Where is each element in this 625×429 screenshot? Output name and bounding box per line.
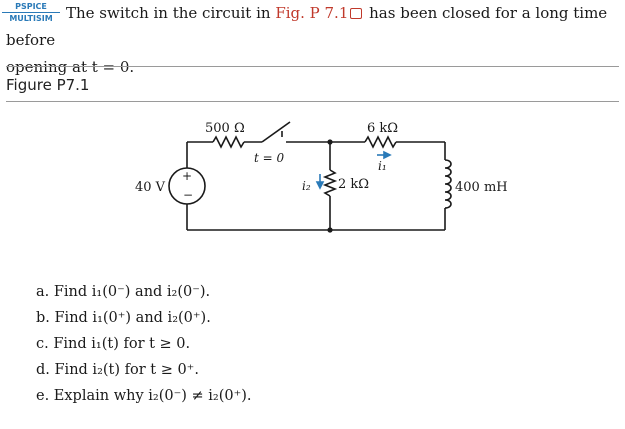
- i1-arrow: [384, 152, 390, 158]
- resistor-6k-symbol: [365, 137, 396, 147]
- question-b: b. Find i₁(0⁺) and i₂(0⁺).: [36, 310, 211, 326]
- figure-reference-link[interactable]: Fig. P 7.1: [275, 4, 349, 22]
- inductor-symbol: [445, 160, 451, 208]
- resistor-500-label: 500 Ω: [205, 121, 245, 136]
- problem-text-line2: opening at t = 0.: [6, 58, 135, 76]
- resistor-2k-label: 2 kΩ: [338, 177, 370, 192]
- problem-text-start: The switch in the circuit in: [66, 4, 276, 22]
- source-label: 40 V: [135, 180, 166, 195]
- switch-label: t = 0: [254, 151, 285, 165]
- node-top: [327, 139, 332, 144]
- problem-text-end: has been closed for a long time before: [6, 4, 608, 49]
- question-a: a. Find i₁(0⁻) and i₂(0⁻).: [36, 284, 211, 300]
- inductor-label: 400 mH: [455, 180, 508, 195]
- resistor-6k-label: 6 kΩ: [367, 121, 399, 136]
- question-d: d. Find i₂(t) for t ≥ 0⁺.: [36, 362, 199, 378]
- source-minus: −: [183, 188, 194, 202]
- i1-label: i₁: [378, 159, 387, 173]
- resistor-2k-symbol: [325, 170, 335, 196]
- resistor-500-symbol: [213, 137, 244, 147]
- switch-arm: [262, 122, 290, 142]
- i2-label: i₂: [302, 179, 311, 193]
- pspice-label: PSPICE: [2, 2, 60, 13]
- question-c: c. Find i₁(t) for t ≥ 0.: [36, 336, 191, 352]
- question-list: [36, 279, 436, 409]
- i2-arrow: [317, 182, 323, 188]
- figure-label: Figure P7.1: [6, 76, 90, 94]
- question-e: e. Explain why i₂(0⁻) ≠ i₂(0⁺).: [36, 388, 252, 404]
- node-bottom: [327, 227, 332, 232]
- source-plus: +: [182, 169, 193, 183]
- multisim-label: MULTISIM: [9, 14, 53, 23]
